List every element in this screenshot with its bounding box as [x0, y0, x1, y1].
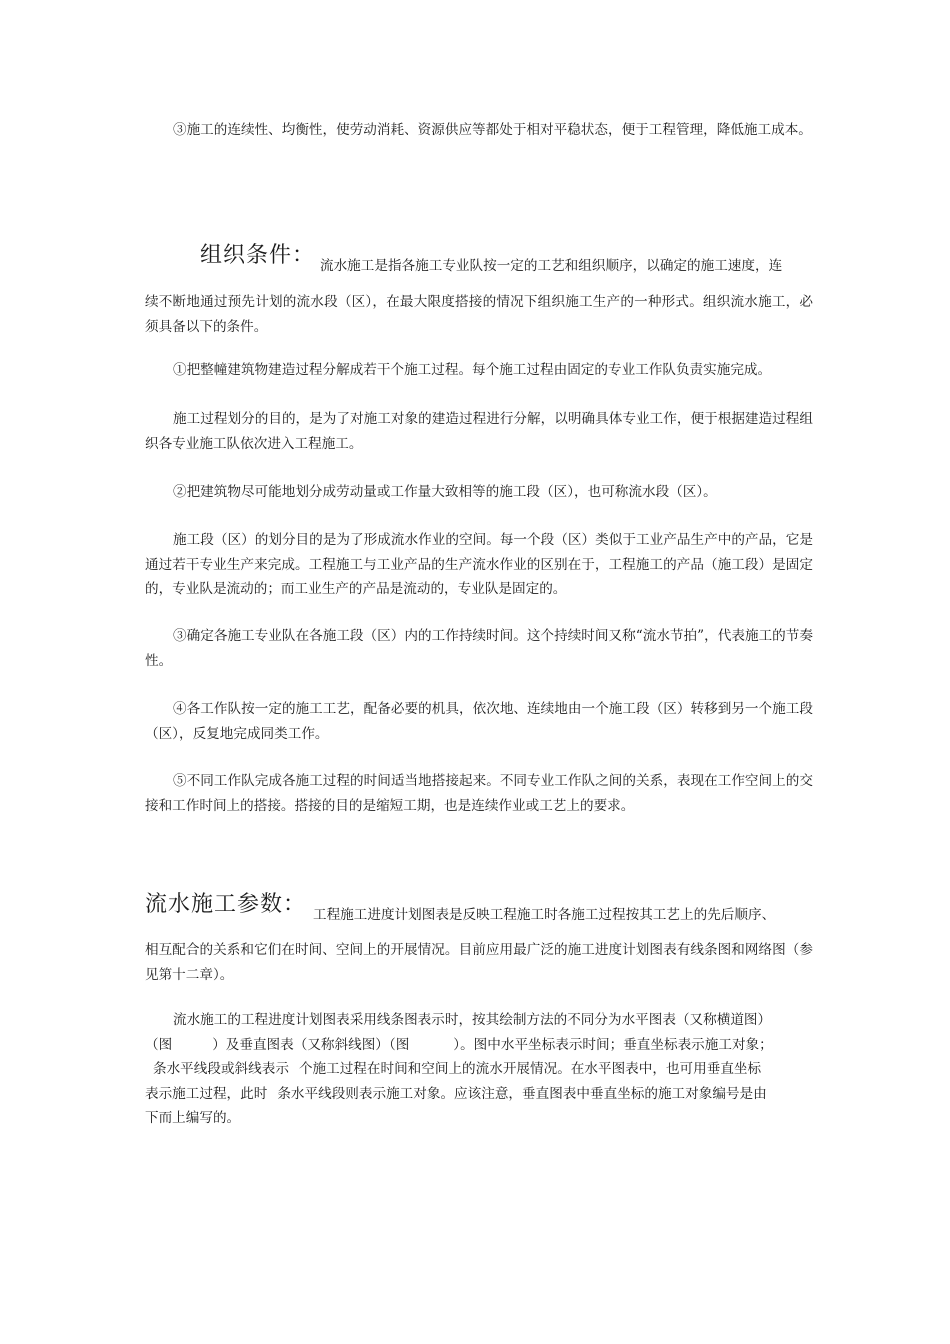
paragraph-condition-4: ④各工作队按一定的施工工艺，配备必要的机具，依次地、连续地由一个施工段（区）转移到另一个施工段（区），反复地完成同类工作。 [145, 701, 813, 742]
paragraph-parameters-definition: 相互配合的关系和它们在时间、空间上的开展情况。目前应用最广泛的施工进度计划图表有线条图和网络图（参见第十二章）。 [145, 942, 813, 983]
axis-description: ）。图中水平坐标表示时间；垂直坐标表示施工对象； [453, 1036, 773, 1053]
line-segment-text: 条水平线段或斜线表示 [153, 1061, 289, 1077]
chart-types-line-2 [145, 1033, 813, 1058]
section-lead-parameters: 工程施工进度计划图表是反映工程施工时各施工过程按其工艺上的先后顺序、 [313, 907, 776, 923]
vertical-chart-note: 条水平线段则表示施工对象。应该注意，垂直图表中垂直坐标的施工对象编号是由 [277, 1085, 767, 1102]
chart-types-line-1: 流水施工的工程进度计划图表采用线条图表示时，按其绘制方法的不同分为水平图表（又称横道图） [173, 1012, 772, 1028]
process-flow-text: 个施工过程在时间和空间上的流水开展情况。在水平图表中，也可用垂直坐标 [298, 1061, 762, 1077]
paragraph-condition-2: ②把建筑物尽可能地划分成劳动量或工作量大致相等的施工段（区），也可称流水段（区）。 [173, 484, 717, 500]
chart-types-line-3 [145, 1057, 813, 1082]
section-lead-organization: 流水施工是指各施工专业队按一定的工艺和组织顺序，以确定的施工速度，连 [320, 258, 783, 274]
paragraph-condition-1: ①把整幢建筑物建造过程分解成若干个施工过程。每个施工过程由固定的专业工作队负责实施完成。 [173, 362, 772, 378]
paragraph-condition-2-detail: 施工段（区）的划分目的是为了形成流水作业的空间。每一个段（区）类似于工业产品生产中的产品，它是通过若干专业生产来完成。工程施工与工业产品的生产流水作业的区别在于，工程施工的产品（施工段）是固定的，专业队是流动的；而工业生产的产品是流动的，专业队是固定的。 [145, 532, 813, 597]
section-heading-parameters: 流水施工参数： [145, 892, 307, 917]
paragraph-continuity: ③施工的连续性、均衡性，使劳动消耗、资源供应等都处于相对平稳状态，便于工程管理，降低施工成本。 [173, 122, 812, 138]
paragraph-condition-1-detail: 施工过程划分的目的，是为了对施工对象的建造过程进行分解，以明确具体专业工作，便于根据建造过程组织各专业施工队依次进入工程施工。 [145, 411, 813, 452]
chart-types-line-5: 下而上编写的。 [145, 1110, 241, 1126]
paragraph-organization-definition: 续不断地通过预先计划的流水段（区），在最大限度搭接的情况下组织施工生产的一种形式。组织流水施工，必须具备以下的条件。 [145, 294, 813, 335]
figure-ref-2: ）及垂直图表（又称斜线图）（图 [212, 1036, 410, 1053]
paragraph-chart-types [145, 1008, 813, 1131]
section-heading-organization: 组织条件： [200, 243, 316, 268]
figure-ref-1: （图 [145, 1036, 173, 1053]
chart-types-line-4 [145, 1082, 813, 1107]
paragraph-condition-5: ⑤不同工作队完成各施工过程的时间适当地搭接起来。不同专业工作队之间的关系，表现在工作空间上的交接和工作时间上的搭接。搭接的目的是缩短工期，也是连续作业或工艺上的要求。 [145, 773, 813, 814]
paragraph-condition-3: ③确定各施工专业队在各施工段（区）内的工作持续时间。这个持续时间又称“流水节拍”，代表施工的节奏性。 [145, 628, 813, 669]
horizontal-chart-text: 表示施工过程，此时 [145, 1085, 268, 1102]
